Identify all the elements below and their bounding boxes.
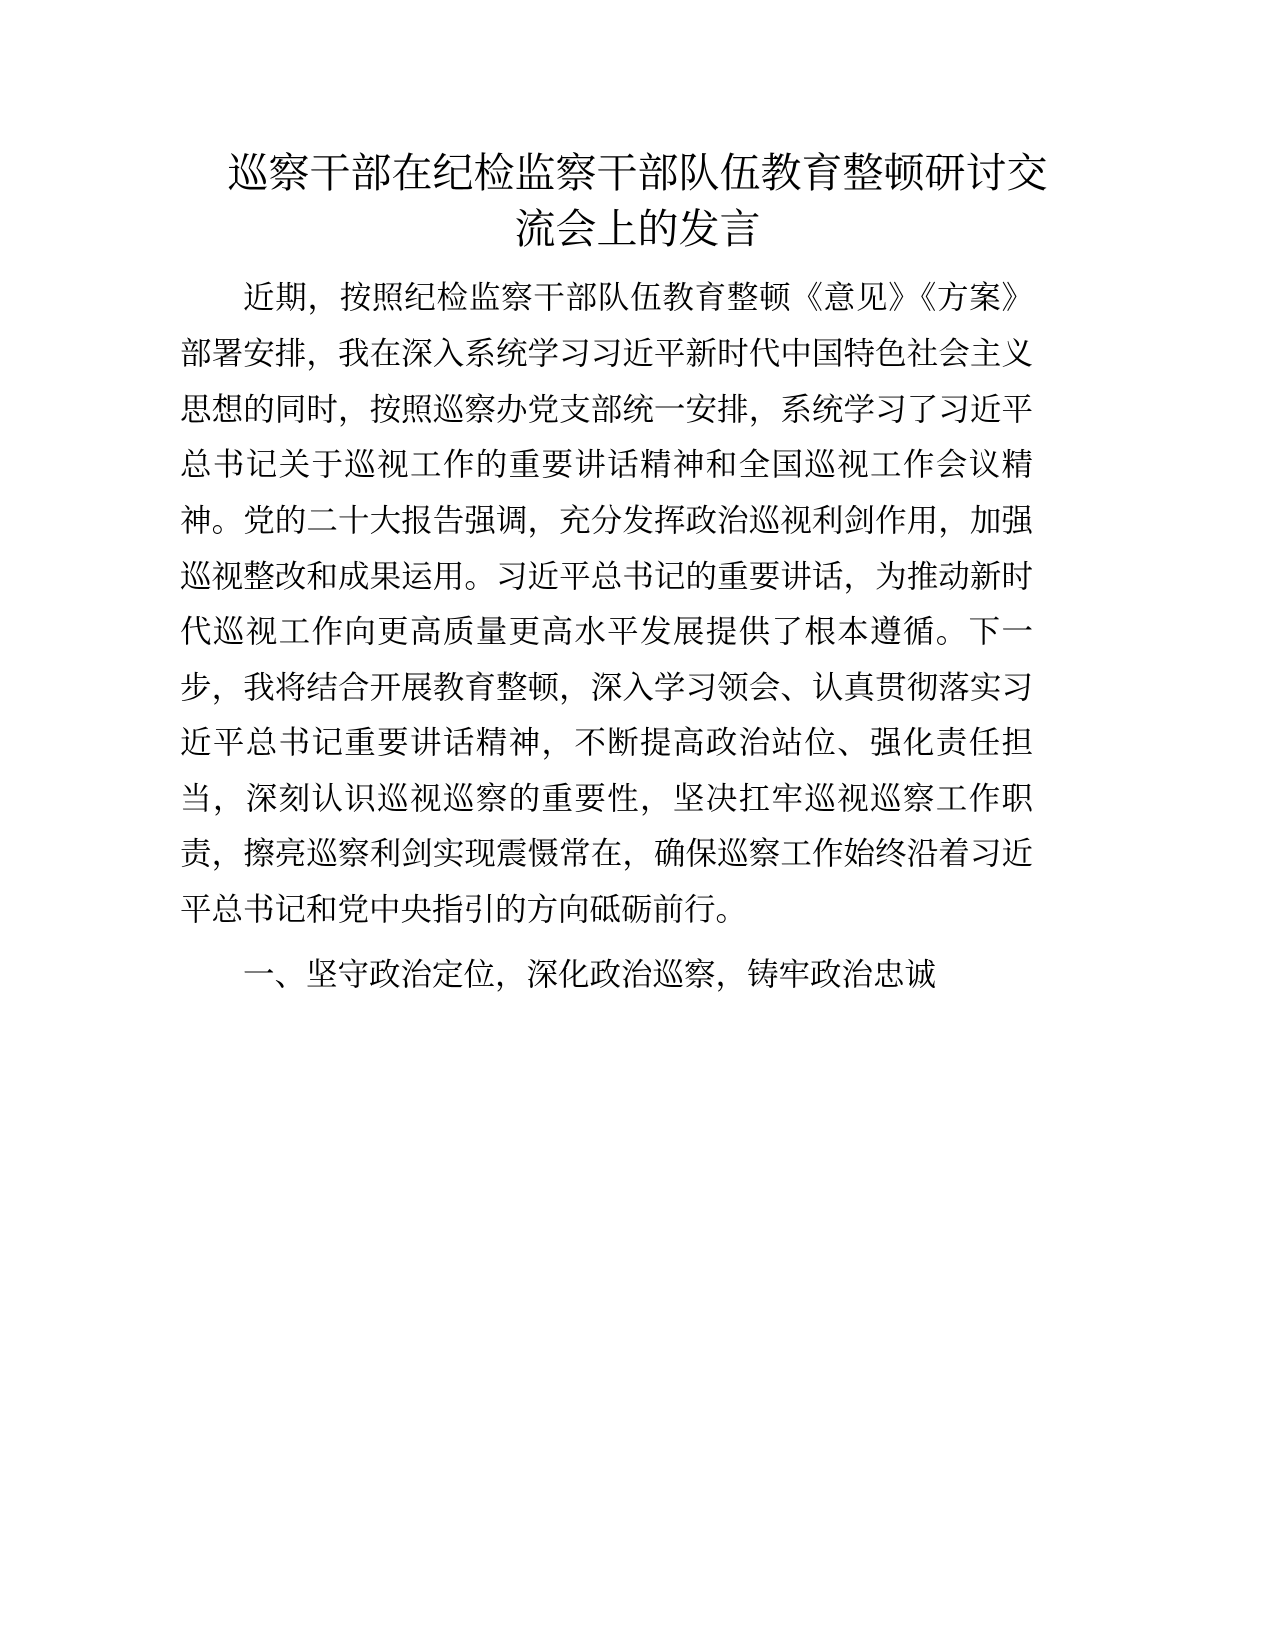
paragraph-line: 代巡视工作向更高质量更高水平发展提供了根本遵循。下一: [180, 614, 1033, 649]
paragraph-line: 思想的同时，按照巡察办党支部统一安排，系统学习了习近平: [180, 392, 1033, 427]
paragraph-line: 近期，按照纪检监察干部队伍教育整顿《意见》《方案》: [243, 280, 1033, 315]
paragraph-line: 近平总书记重要讲话精神，不断提高政治站位、强化责任担: [180, 725, 1033, 760]
document-title-line-1: 巡察干部在纪检监察干部队伍教育整顿研讨交: [227, 150, 1048, 196]
section-heading: 一、坚守政治定位，深化政治巡察，铸牢政治忠诚: [243, 957, 937, 992]
paragraph-line: 巡视整改和成果运用。习近平总书记的重要讲话，为推动新时: [180, 559, 1033, 594]
paragraph-line: 责，擦亮巡察利剑实现震慑常在，确保巡察工作始终沿着习近: [180, 836, 1033, 871]
paragraph-line: 部署安排，我在深入系统学习习近平新时代中国特色社会主义: [180, 336, 1033, 371]
paragraph-line: 总书记关于巡视工作的重要讲话精神和全国巡视工作会议精: [180, 447, 1033, 482]
paragraph-line: 平总书记和党中央指引的方向砥砺前行。: [180, 892, 748, 927]
paragraph-line: 当，深刻认识巡视巡察的重要性，坚决扛牢巡视巡察工作职: [180, 781, 1033, 816]
document-title-line-2: 流会上的发言: [514, 206, 761, 252]
paragraph-line: 步，我将结合开展教育整顿，深入学习领会、认真贯彻落实习: [180, 670, 1033, 705]
paragraph-line: 神。党的二十大报告强调，充分发挥政治巡视利剑作用，加强: [180, 503, 1033, 538]
